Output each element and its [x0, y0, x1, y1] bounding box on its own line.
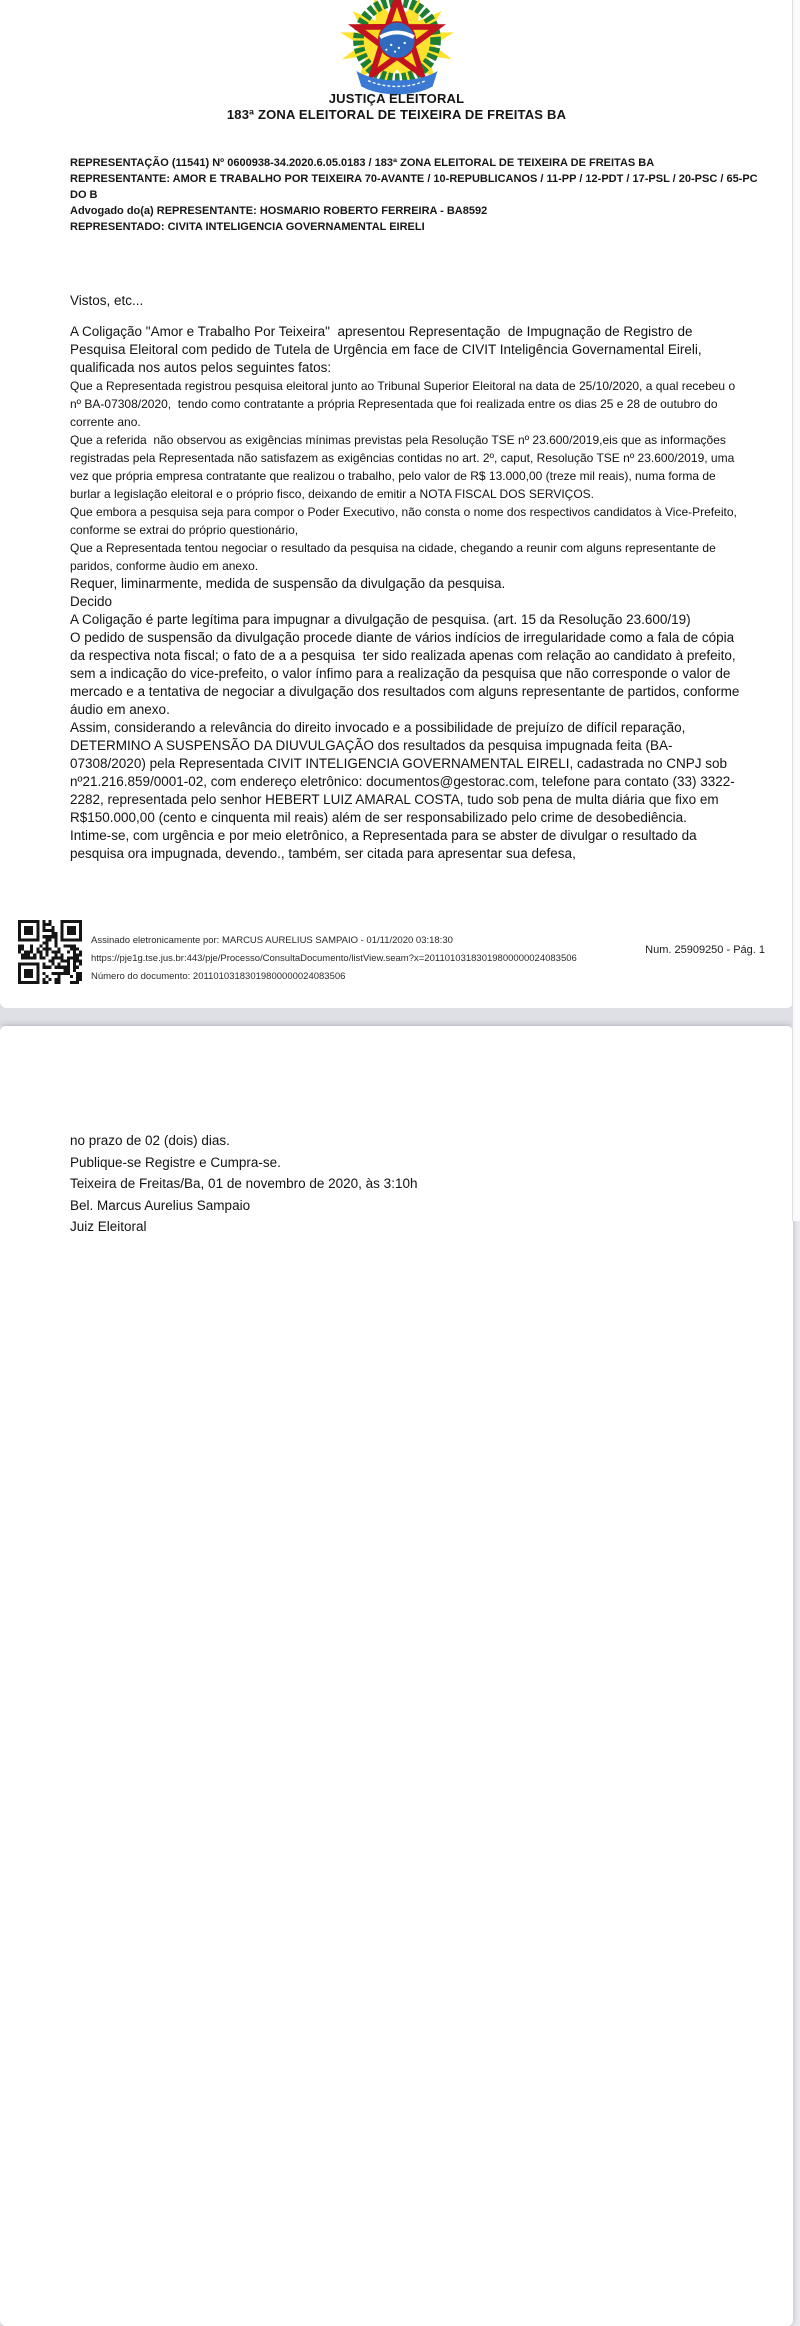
court-title: JUSTIÇA ELEITORAL: [328, 91, 465, 106]
vertical-scrollbar[interactable]: [792, 0, 800, 1221]
signature-footer: [18, 920, 577, 986]
body-paragraph: Intime-se, com urgência e por meio eletrônico, a Representada para se abster de divulgar o resultado da pesquisa ora impugnada, devendo., também, ser citada para apresentar sua defesa,: [70, 828, 701, 861]
body-line: Publique-se Registre e Cumpra-se.: [70, 1154, 281, 1170]
page-number-ref: Num. 25909250 - Pág. 1: [645, 944, 765, 956]
body-line: no prazo de 02 (dois) dias.: [70, 1133, 230, 1148]
signature-name-line: Bel. Marcus Aurelius Sampaio: [70, 1197, 251, 1213]
body-paragraph: Que a Representada registrou pesquisa eleitoral junto ao Tribunal Superior Eleitoral na data de 25/10/2020, a qual recebeu o nº BA-07308/2020, tendo como contratante a própria Representada que foi realizada entre os dias 25 e 28 de outubro do corrente ano.: [70, 379, 739, 429]
verification-url: https://pje1g.tse.jus.br:443/pje/Processo/ConsultaDocumento/listView.seam?x=20110103183019800000024083506: [91, 953, 577, 964]
representado-line: REPRESENTADO: CIVITA INTELIGENCIA GOVERNAMENTAL EIRELI: [70, 221, 425, 233]
page-1: [0, 0, 793, 1008]
representante-line: REPRESENTANTE: AMOR E TRABALHO POR TEIXEIRA 70-AVANTE / 10-REPUBLICANOS / 11-PP / 12-PDT / 17-PSL / 20-PSC / 65-PC: [70, 173, 758, 185]
body-line: Teixeira de Freitas/Ba, 01 de novembro de 2020, às 3:10h: [70, 1176, 418, 1191]
body-paragraph: Requer, liminarmente, medida de suspensão da divulgação da pesquisa.: [70, 576, 506, 591]
decision-continuation: [70, 1130, 417, 1238]
body-paragraph: A Coligação é parte legítima para impugnar a divulgação de pesquisa. (art. 15 da Resolução 23.600/19): [70, 612, 691, 627]
representante-line-wrap: DO B: [70, 189, 98, 201]
brazil-coat-of-arms-icon: [0, 0, 793, 103]
page-2: [0, 1026, 793, 2326]
body-paragraph: Decido: [70, 594, 113, 609]
body-paragraph: Que embora a pesquisa seja para compor o Poder Executivo, não consta o nome dos respectivos candidatos à Vice-Prefeito, conforme se extrai do próprio questionário,: [70, 505, 741, 537]
decision-body: [70, 292, 748, 863]
page-separator: [0, 1008, 793, 1026]
qr-code: [18, 920, 82, 984]
body-paragraph: Que a Representada tentou negociar o resultado da pesquisa na cidade, chegando a reunir com alguns representante de paridos, conforme àudio em anexo.: [70, 541, 720, 573]
signature-role-line: Juiz Eleitoral: [70, 1219, 147, 1234]
document-number-line: Número do documento: 20110103183019800000024083506: [91, 971, 346, 982]
case-number-line: REPRESENTAÇÃO (11541) Nº 0600938-34.2020.6.05.0183 / 183ª ZONA ELEITORAL DE TEIXEIRA DE FREITAS BA: [70, 157, 655, 169]
court-title-block: [0, 91, 793, 123]
court-subtitle: 183ª ZONA ELEITORAL DE TEIXEIRA DE FREITAS BA: [226, 107, 567, 122]
signed-by-line: Assinado eletronicamente por: MARCUS AURELIUS SAMPAIO - 01/11/2020 03:18:30: [91, 935, 453, 946]
body-paragraph: A Coligação "Amor e Trabalho Por Teixeira" apresentou Representação de Impugnação de Registro de Pesquisa Eleitoral com pedido de Tutela de Urgência em face de CIVIT Inteligência Governamental Eireli, qualificada nos autos pelos seguintes fatos:: [70, 324, 706, 375]
case-header: [70, 155, 770, 235]
body-paragraph: Vistos, etc...: [70, 293, 144, 308]
advogado-line: Advogado do(a) REPRESENTANTE: HOSMARIO ROBERTO FERREIRA - BA8592: [70, 205, 488, 217]
body-paragraph: O pedido de suspensão da divulgação procede diante de vários indícios de irregularidade como a fala de cópia da respectiva nota fiscal; o fato de a a pesquisa ter sido realizada apenas com relação ao candidato à prefeito, sem a indicação do vice-prefeito, o valor ínfimo para a realização da pesquisa que não corresponde o valor de mercado e a tentativa de negociar a divulgação dos resultados com alguns representante de partidos, conforme áudio em anexo.: [70, 630, 744, 717]
signature-lines: [91, 920, 577, 986]
body-paragraph: Assim, considerando a relevância do direito invocado e a possibilidade de prejuízo de difícil reparação, DETERMINO A SUSPENSÃO DA DIUVULGAÇÃO dos resultados da pesquisa impugnada feita (BA- 07308/2020) pela Representada CIVIT INTELIGENCIA GOVERNAMENTAL EIRELI, cadastrada no CNPJ sob nº21.216.859/0001-02, com endereço eletrônico: documentos@gestorac.com, telefone para contato (33) 3322-2282, representada pelo senhor HEBERT LUIZ AMARAL COSTA, tudo sob pena de multa diária que fixo em R$150.000,00 (cento e cinquenta mil reais) além de ser responsabilizado pelo crime de desobediência.: [70, 720, 735, 825]
body-paragraph: Que a referida não observou as exigências mínimas previstas pela Resolução TSE nº 23.600/2019,eis que as informações registradas pela Representada não satisfazem as exigências contidas no art. 2º, caput, Resolução TSE nº 23.600/2019, uma vez que própria empresa contratante que realizou o trabalho, pelo valor de R$ 13.000,00 (treze mil reais), numa forma de burlar a legislação eleitoral e o próprio fisco, deixando de emitir a NOTA FISCAL DOS SERVIÇOS.: [70, 433, 738, 501]
